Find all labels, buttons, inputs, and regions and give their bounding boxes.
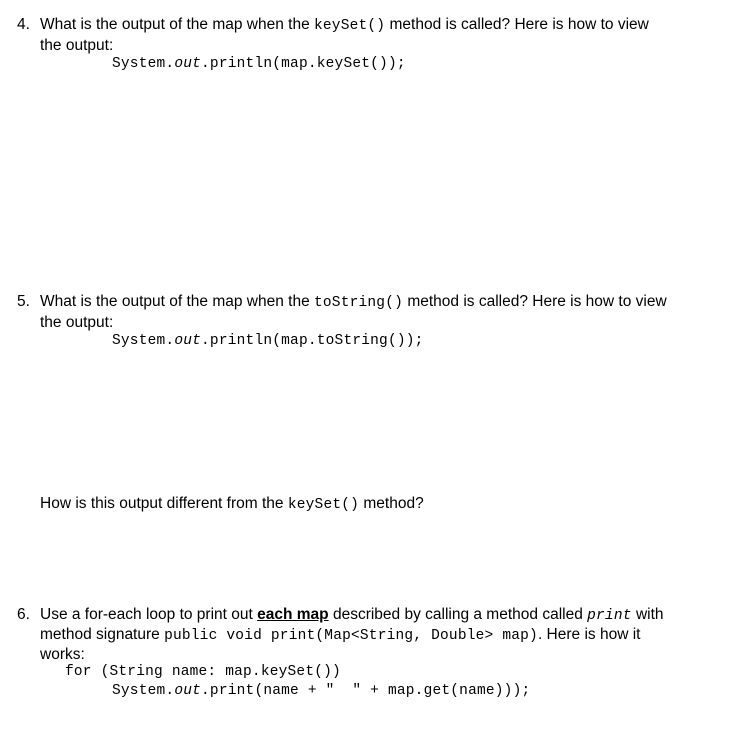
question-4-text: What is the output of the map when the [40, 16, 314, 33]
question-4-code: System.out.println(map.keySet()); [112, 56, 406, 72]
question-4-line-2: the output: [40, 37, 114, 54]
question-5-followup: How is this output different from the keySet() method? [40, 495, 424, 513]
question-6-line-3: works: [40, 646, 85, 663]
question-4-line-1 [40, 15, 649, 36]
question-6-emphasis: each map [257, 606, 329, 623]
question-6 [17, 605, 707, 715]
question-5-text: What is the output of the map when the [40, 293, 314, 310]
question-6-method-name: print [587, 608, 632, 624]
question-6-line-1: Use a for-each loop to print out each map described by calling a method called print with [40, 606, 664, 624]
question-4-text-end: method is called? Here is how to view [385, 16, 649, 33]
question-5-number: 5. [17, 293, 30, 310]
question-6-code-line-2: System.out.print(name + " " + map.get(name))); [112, 683, 531, 699]
question-6-code-line-1: for (String name: map.keySet()) [65, 664, 341, 680]
question-5-text-end: method is called? Here is how to view [403, 293, 667, 310]
question-5-line-1 [40, 292, 667, 313]
question-5-code: System.out.println(map.toString()); [112, 333, 424, 349]
question-5 [17, 292, 707, 522]
question-6-line-2: method signature public void print(Map<String, Double> map). Here is how it [40, 626, 641, 644]
question-6-number: 6. [17, 606, 30, 623]
question-6-signature: public void print(Map<String, Double> map) [164, 628, 538, 644]
question-5-inline-code: toString() [314, 295, 404, 311]
question-4 [17, 15, 707, 75]
question-5-line-2: the output: [40, 314, 114, 331]
question-4-number: 4. [17, 16, 30, 33]
question-4-inline-code: keySet() [314, 18, 386, 34]
